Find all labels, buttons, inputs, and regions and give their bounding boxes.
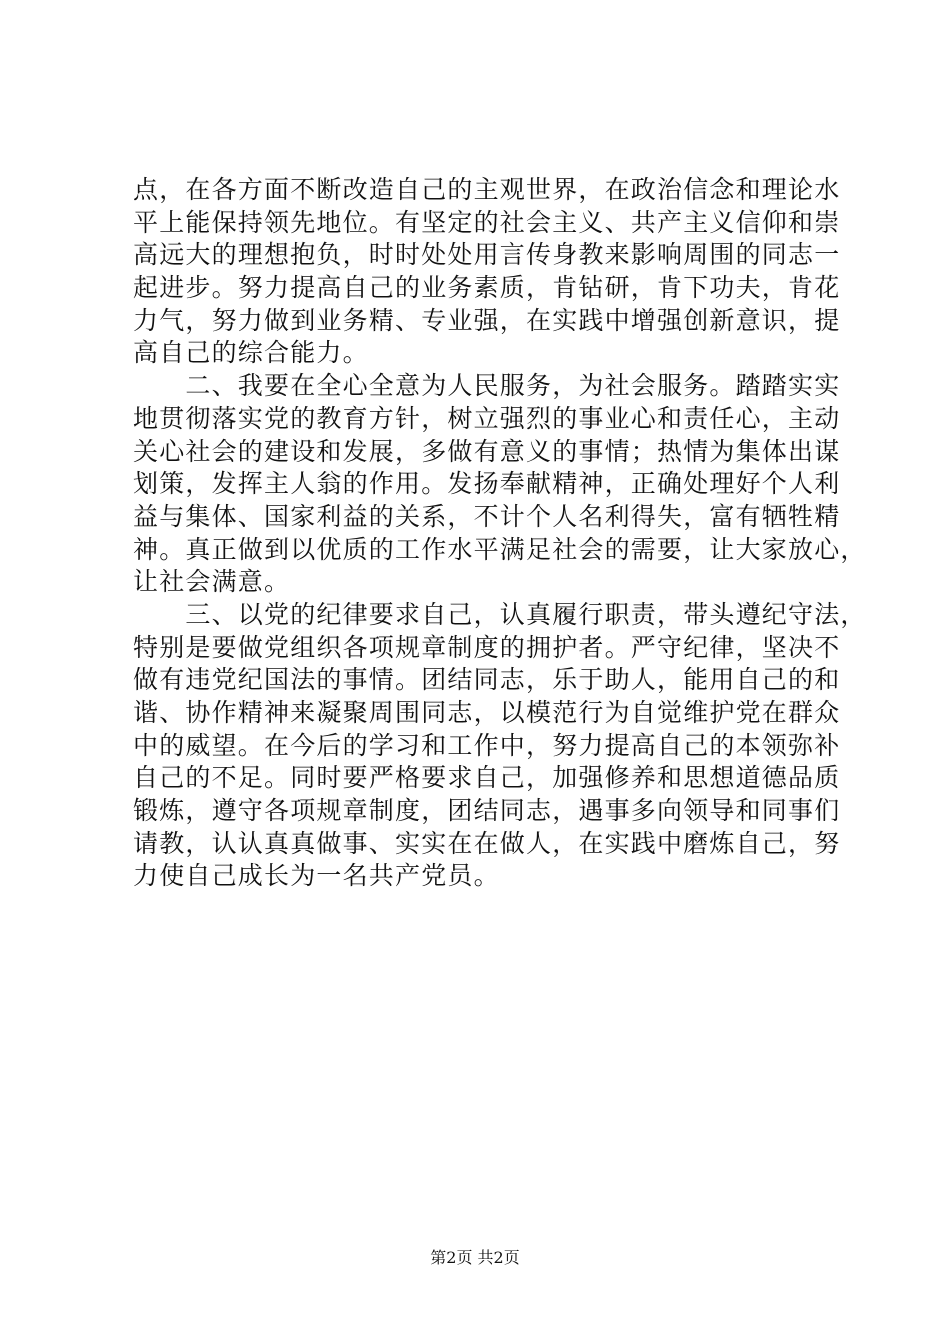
text-line: 高远大的理想抱负，时时处处用言传身教来影响周围的同志一 bbox=[133, 240, 841, 270]
text-line: 做有违党纪国法的事情。团结同志，乐于助人，能用自己的和 bbox=[133, 665, 841, 695]
text-line: 让社会满意。 bbox=[133, 567, 291, 597]
text-line: 起进步。努力提高自己的业务素质，肯钻研，肯下功夫，肯花 bbox=[133, 273, 841, 303]
text-line: 益与集体、国家利益的关系，不计个人名利得失，富有牺牲精 bbox=[133, 501, 841, 531]
text-line: 地贯彻落实党的教育方针，树立强烈的事业心和责任心，主动 bbox=[133, 403, 841, 433]
document-body bbox=[133, 174, 867, 893]
text-line: 锻炼，遵守各项规章制度，团结同志，遇事多向领导和同事们 bbox=[133, 796, 841, 826]
text-line: 自己的不足。同时要严格要求自己，加强修养和思想道德品质 bbox=[133, 763, 841, 793]
text-line: 请教，认认真真做事、实实在在做人，在实践中磨炼自己，努 bbox=[133, 828, 841, 858]
text-line: 三、以党的纪律要求自己，认真履行职责，带头遵纪守法， bbox=[133, 599, 867, 629]
text-line: 神。真正做到以优质的工作水平满足社会的需要，让大家放心， bbox=[133, 534, 867, 564]
text-line: 力气，努力做到业务精、专业强，在实践中增强创新意识，提 bbox=[133, 305, 841, 335]
text-line: 点，在各方面不断改造自己的主观世界，在政治信念和理论水 bbox=[133, 175, 841, 204]
text-line: 二、我要在全心全意为人民服务，为社会服务。踏踏实实 bbox=[133, 371, 841, 401]
text-line: 特别是要做党组织各项规章制度的拥护者。严守纪律，坚决不 bbox=[133, 632, 841, 662]
text-line: 平上能保持领先地位。有坚定的社会主义、共产主义信仰和崇 bbox=[133, 207, 841, 237]
text-line: 谐、协作精神来凝聚周围同志，以模范行为自觉维护党在群众 bbox=[133, 698, 841, 727]
page-number-footer: 第2页 共2页 bbox=[430, 1248, 520, 1267]
text-line: 力使自己成长为一名共产党员。 bbox=[133, 861, 500, 891]
text-line: 关心社会的建设和发展，多做有意义的事情；热情为集体出谋 bbox=[133, 436, 841, 466]
text-line: 划策，发挥主人翁的作用。发扬奉献精神，正确处理好个人利 bbox=[133, 469, 841, 499]
text-line: 中的威望。在今后的学习和工作中，努力提高自己的本领弥补 bbox=[133, 730, 841, 760]
text-line: 高自己的综合能力。 bbox=[133, 338, 369, 368]
